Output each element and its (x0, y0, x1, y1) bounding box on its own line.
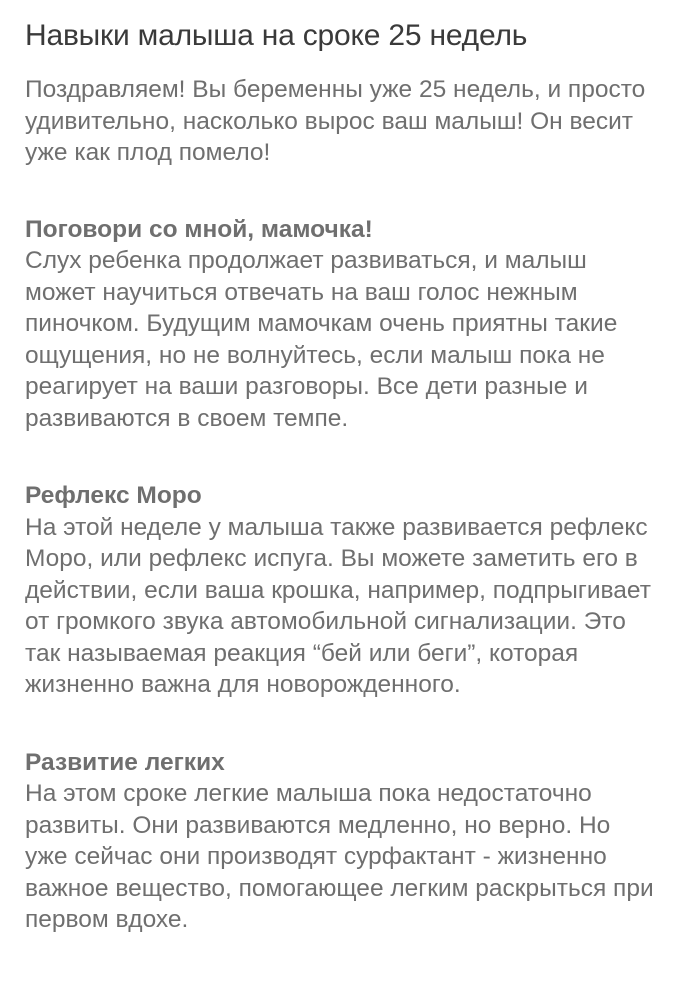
section-talk (25, 214, 659, 435)
section-heading: Развитие легких (25, 748, 225, 776)
section-moro-reflex (25, 480, 659, 701)
page-title: Навыки малыша на сроке 25 недель (25, 19, 528, 52)
section-heading: Поговори со мной, мамочка! (25, 215, 373, 243)
section-heading: Рефлекс Моро (25, 482, 202, 509)
section-body: Слух ребенка продолжает развиваться, и малыш может научиться отвечать на ваш голос нежным пиночком. Будущим мамочкам очень приятны такие ощущения, но не волнуйтесь, если малыш пока не реагирует на ваши разговоры. Все дети разные и развиваются в своем темпе. (25, 247, 618, 432)
section-lungs (25, 747, 659, 936)
intro-paragraph: Поздравляем! Вы беременны уже 25 недель, и просто удивительно, насколько вырос ваш малыш! Он весит уже как плод помело! (25, 76, 646, 166)
section-body: На этой неделе у малыша также развивается рефлекс Моро, или рефлекс испуга. Вы можете заметить его в действии, если ваша крошка, например, подпрыгивает от громкого звука автомобильной сигнализации. Это так называемая реакция “бей или беги”, которая жизненно важна для новорожденного. (25, 513, 651, 698)
section-body: На этом сроке легкие малыша пока недостаточно развиты. Они развиваются медленно, но верно. Но уже сейчас они производят сурфактант - жизненно важное вещество, помогающее легким раскрыться при первом вдохе. (25, 780, 654, 933)
